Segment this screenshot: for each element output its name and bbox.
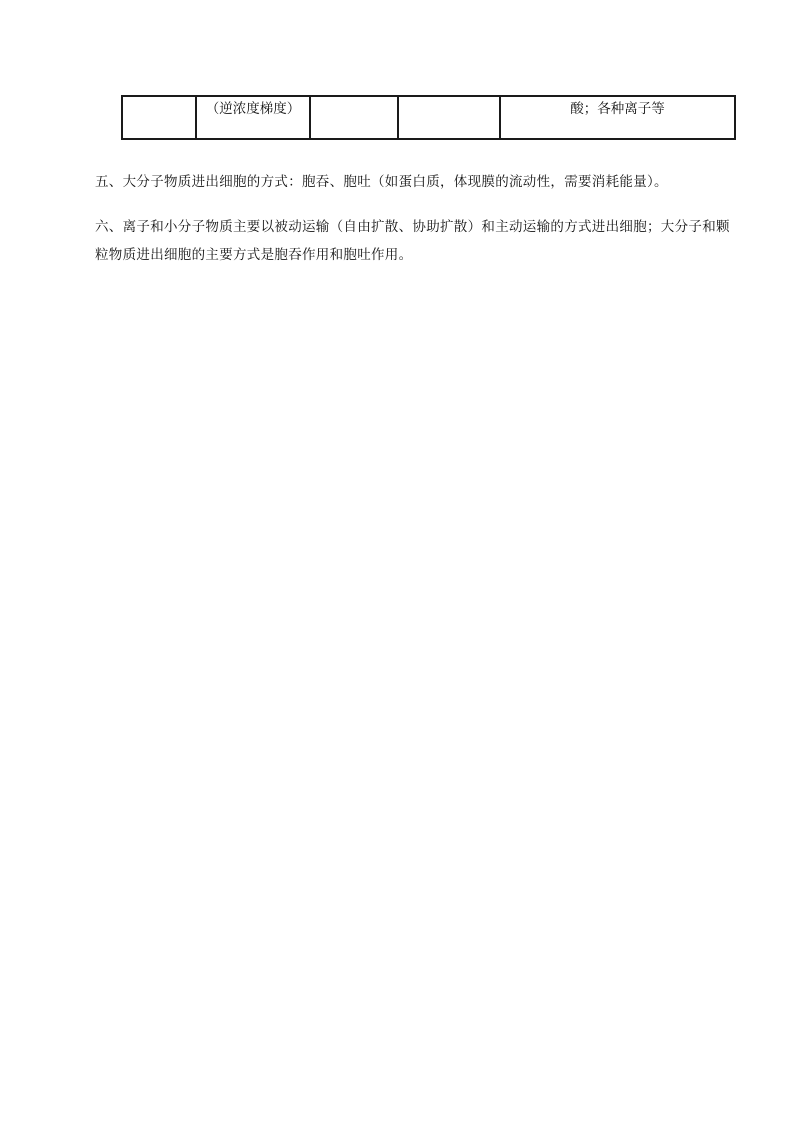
table-cell-text [311, 97, 397, 101]
table-cell-text [123, 97, 195, 101]
table-cell [398, 96, 500, 139]
paragraph-six: 六、离子和小分子物质主要以被动运输（自由扩散、协助扩散）和主动运输的方式进出细胞；大分子和颗粒物质进出细胞的主要方式是胞吞作用和胞吐作用。 [95, 219, 730, 263]
table-cell-text: （逆浓度梯度） [205, 101, 301, 117]
table-row [122, 96, 735, 139]
table-cell-text: 酸；各种离子等 [570, 101, 665, 117]
table-cell [310, 96, 398, 139]
paragraph-five: 五、大分子物质进出细胞的方式：胞吞、胞吐（如蛋白质，体现膜的流动性，需要消耗能量）。 [95, 174, 668, 190]
table-cell [122, 96, 196, 139]
continued-table [121, 95, 736, 140]
table-cell [196, 96, 310, 139]
table-cell [500, 96, 735, 139]
table-cell-text [399, 97, 499, 101]
